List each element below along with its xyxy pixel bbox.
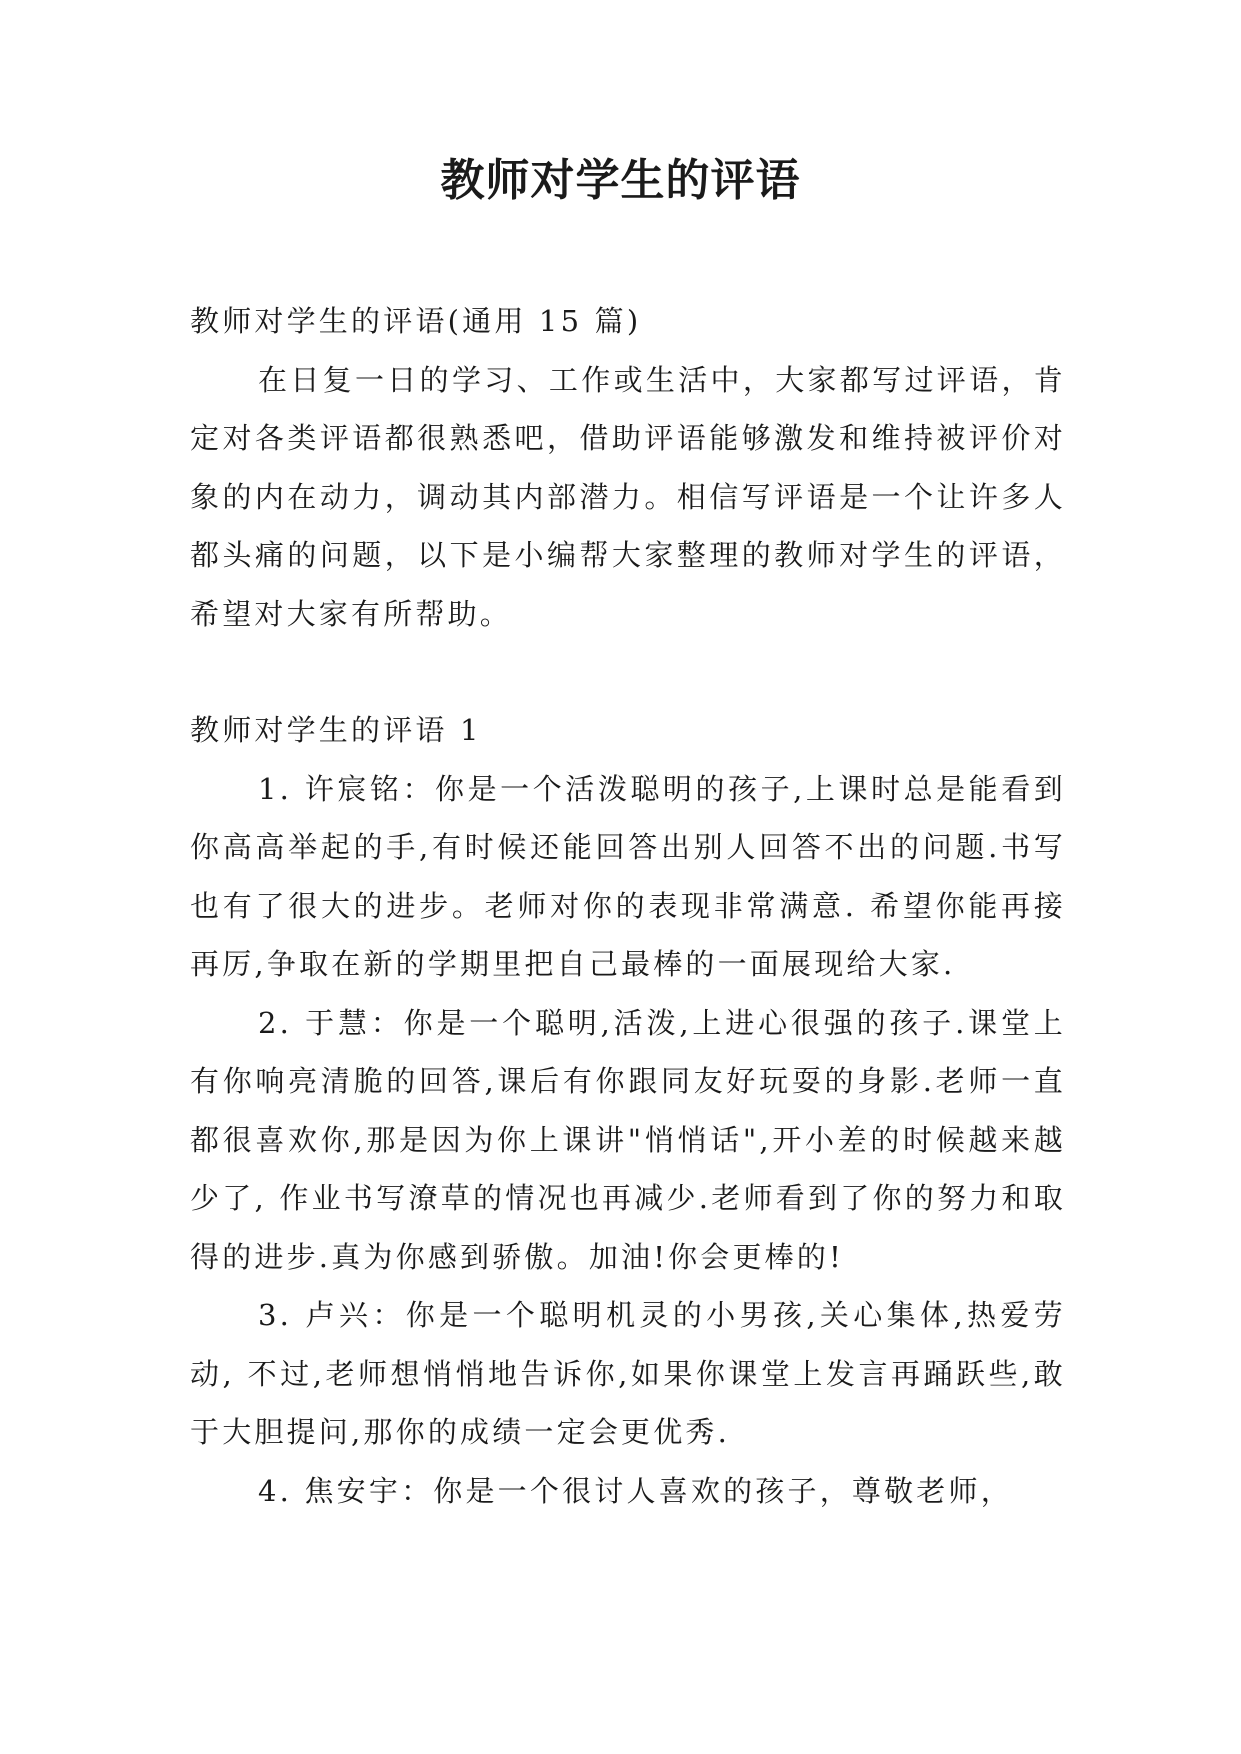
intro-paragraph: 在日复一日的学习、工作或生活中，大家都写过评语，肯定对各类评语都很熟悉吧，借助评语能够激发和维持被评价对象的内在动力，调动其内部潜力。相信写评语是一个让许多人都头痛的问题，以下是小编帮大家整理的教师对学生的评语，希望对大家有所帮助。 <box>190 362 1066 631</box>
document-subtitle: 教师对学生的评语(通用 15 篇) <box>190 304 642 338</box>
comment-item-3: 3. 卢兴：你是一个聪明机灵的小男孩,关心集体,热爱劳动, 不过,老师想悄悄地告诉你,如果你课堂上发言再踊跃些,敢于大胆提问,那你的成绩一定会更优秀. <box>190 1298 1066 1449</box>
comment-item-2: 2. 于慧：你是一个聪明,活泼,上进心很强的孩子.课堂上有你响亮清脆的回答,课后有你跟同友好玩耍的身影.老师一直都很喜欢你,那是因为你上课讲"悄悄话",开小差的时候越来越少了, 作业书写潦草的情况也再减少.老师看到了你的努力和取得的进步.真为你感到骄傲。加油!你会更棒的! <box>190 1005 1066 1274</box>
paragraph-spacer <box>190 643 1066 701</box>
document-body <box>190 292 1066 1520</box>
document-title: 教师对学生的评语 <box>440 155 801 206</box>
comment-item-1: 1. 许宸铭：你是一个活泼聪明的孩子,上课时总是能看到你高高举起的手,有时候还能回答出别人回答不出的问题.书写也有了很大的进步。老师对你的表现非常满意. 希望你能再接再厉,争取在新的学期里把自己最棒的一面展现给大家. <box>190 771 1066 981</box>
comment-item-4: 4. 焦安宇：你是一个很讨人喜欢的孩子，尊敬老师， <box>258 1473 1013 1508</box>
section-heading: 教师对学生的评语 1 <box>190 713 482 747</box>
